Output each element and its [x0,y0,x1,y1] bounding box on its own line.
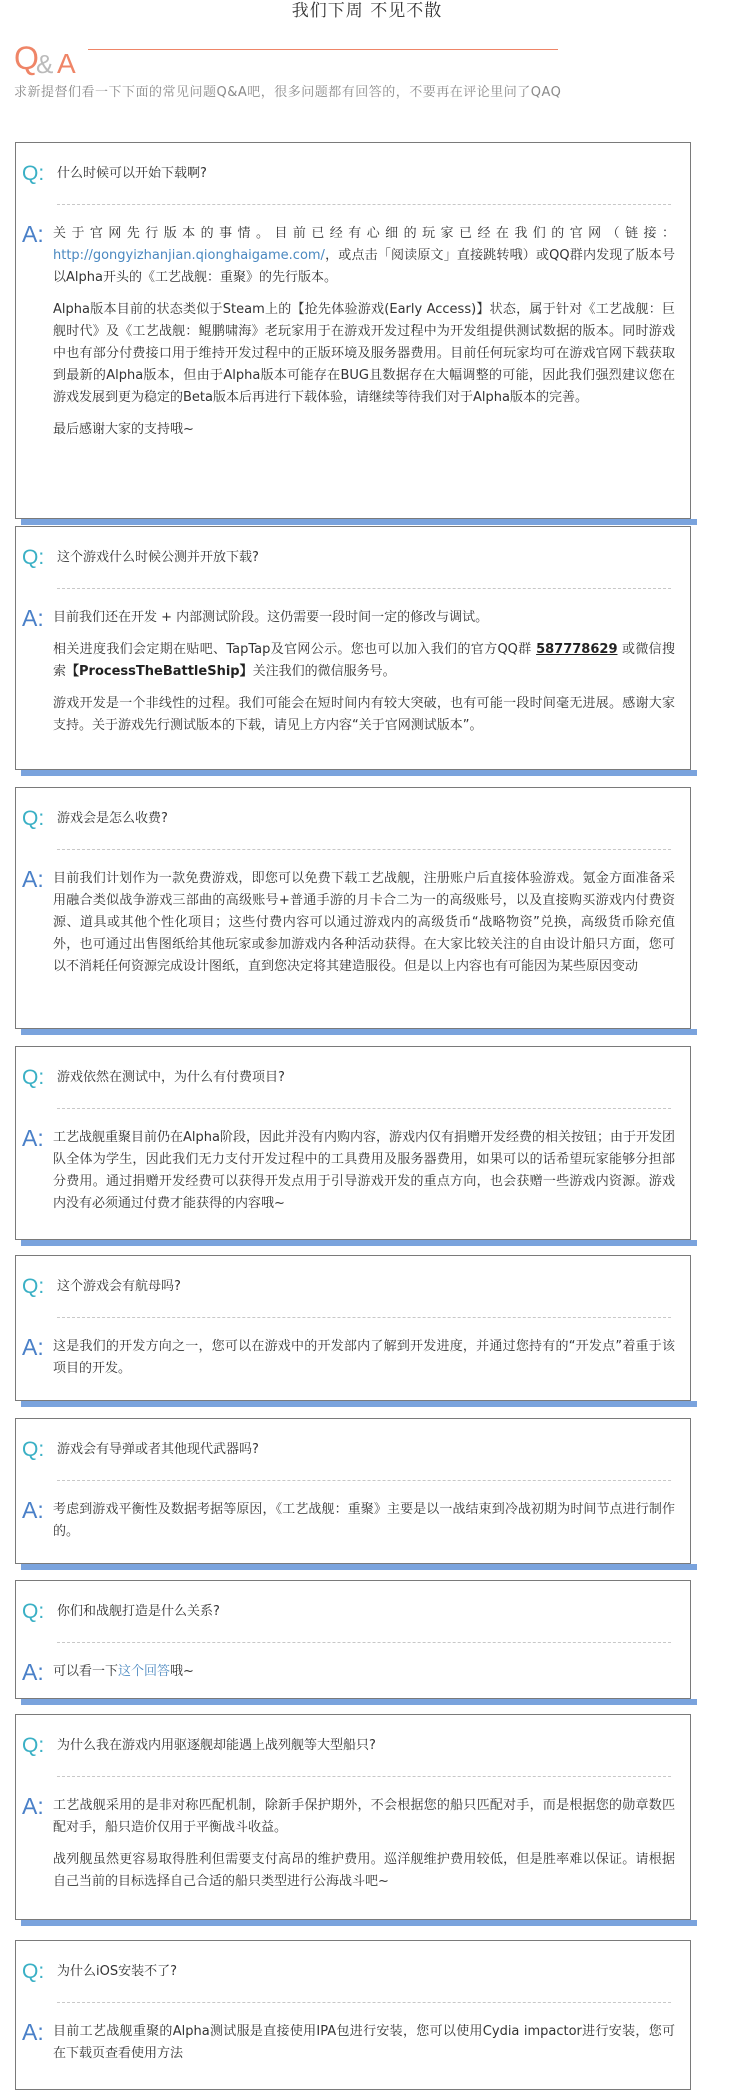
question-row [15,1598,691,1626]
answer-text: 或微信搜索 [53,642,675,679]
faq-card [15,1580,691,1705]
dashed-divider [57,2002,671,2003]
qq-group-number[interactable]: 587778629 [536,642,618,657]
answer-paragraph: 最后感谢大家的支持哦~ [53,422,194,437]
dashed-divider [57,1642,671,1643]
answer-paragraph: 目前我们计划作为一款免费游戏，即您可以免费下载工艺战舰，注册账户后直接体验游戏。氪金方面准备采用融合类似战争游戏三部曲的高级账号+普通手游的月卡合二为一的高级账号，以及直接购买游戏内付费资源、道具或其他个性化项目；这些付费内容可以通过游戏内的高级货币“战略物资”兑换，高级货币除充值外，也可通过出售图纸给其他玩家或参加游戏内各种活动获得。在大家比较关注的自由设计船只方面，您可以不消耗任何资源完成设计图纸，直到您决定将其建造服役。但是以上内容也有可能因为某些原因变动 [53,871,675,974]
qa-heading-rule [88,49,558,50]
dashed-divider [57,1317,671,1318]
question-text: 什么时候可以开始下载啊? [57,166,207,181]
answer-paragraph [53,639,675,683]
faq-card [15,1714,691,1926]
answer-body [53,223,675,451]
answer-marker: A: [22,866,44,892]
answer-text: 关于官网先行版本的事情。目前已经有心细的玩家已经在我们的官网（链接： [53,226,675,241]
answer-text: 可以看一下 [53,1664,119,1679]
answer-paragraph: 这是我们的开发方向之一，您可以在游戏中的开发部内了解到开发进度，并通过您持有的“开发点”着重于该项目的开发。 [53,1339,675,1376]
answer-link[interactable]: 这个回答 [118,1664,171,1679]
question-marker: Q: [22,546,45,569]
answer-marker: A: [22,1793,44,1819]
wechat-account: 【ProcessTheBattleShip】 [66,664,253,679]
qa-heading-amp: & [36,49,54,79]
answer-marker: A: [22,1125,44,1151]
dashed-divider [57,1776,671,1777]
question-text: 为什么iOS安装不了? [57,1964,177,1979]
faq-card [15,787,691,1035]
answer-body [53,1336,675,1390]
question-text: 游戏会是怎么收费? [57,811,168,826]
answer-marker: A: [22,221,44,247]
card-shadow [21,1699,697,1705]
question-text: 这个游戏什么时候公测并开放下载? [57,550,259,565]
question-text: 游戏会有导弹或者其他现代武器吗? [57,1442,259,1457]
question-text: 这个游戏会有航母吗? [57,1279,181,1294]
card-shadow [21,770,697,776]
faq-card [15,1046,691,1246]
answer-body [53,1127,675,1225]
answer-paragraph: 工艺战舰重聚目前仍在Alpha阶段，因此并没有内购内容，游戏内仅有捐赠开发经费的相关按钮；由于开发团队全体为学生，因此我们无力支付开发过程中的工具费用及服务器费用，如果可以的话希望玩家能够分担部分费用。通过捐赠开发经费可以获得开发点用于引导游戏开发的重点方向，也会获赠一些游戏内资源。游戏内没有必须通过付费才能获得的内容哦~ [53,1130,675,1211]
answer-paragraph [53,1661,675,1683]
question-row [15,544,691,572]
qa-heading-a: A [57,48,76,79]
answer-paragraph: 目前工艺战舰重聚的Alpha测试服是直接使用IPA包进行安装，您可以使用Cydia impactor进行安装，您可在下载页查看使用方法 [53,2024,675,2061]
dashed-divider [57,1480,671,1481]
answer-body [53,2021,675,2075]
faq-card [15,526,691,776]
dashed-divider [57,849,671,850]
question-row [15,1436,691,1464]
answer-marker: A: [22,1334,44,1360]
answer-paragraph: 游戏开发是一个非线性的过程。我们可能会在短时间内有较大突破，也有可能一段时间毫无进展。感谢大家支持。关于游戏先行测试版本的下载，请见上方内容“关于官网测试版本”。 [53,696,675,733]
answer-paragraph: 考虑到游戏平衡性及数据考据等原因，《工艺战舰：重聚》主要是以一战结束到冷战初期为时间节点进行制作的。 [53,1502,675,1539]
question-text: 你们和战舰打造是什么关系? [57,1604,220,1619]
dashed-divider [57,588,671,589]
card-shadow [21,519,697,525]
faq-card [15,1255,691,1407]
answer-marker: A: [22,1659,44,1685]
answer-paragraph: 目前我们还在开发 + 内部测试阶段。这仍需要一段时间一定的修改与调试。 [53,610,489,625]
official-site-link[interactable]: http://gongyizhanjian.qionghaigame.com/ [53,248,325,263]
question-text: 游戏依然在测试中，为什么有付费项目? [57,1070,285,1085]
card-shadow [21,1401,697,1407]
qa-subtitle: 求新提督们看一下下面的常见问题Q&A吧，很多问题都有回答的，不要再在评论里问了QAQ [14,85,562,100]
question-row [15,805,691,833]
question-marker: Q: [22,1960,45,1983]
answer-body [53,868,675,988]
question-row [15,1958,691,1986]
answer-marker: A: [22,2019,44,2045]
card-shadow [21,1029,697,1035]
faq-card [15,142,691,525]
question-marker: Q: [22,1438,45,1461]
question-row [15,1732,691,1760]
answer-paragraph [53,223,675,289]
question-row [15,1064,691,1092]
answer-text: 关注我们的微信服务号。 [252,664,396,679]
faq-card [15,1418,691,1570]
question-marker: Q: [22,1066,45,1089]
answer-body [53,1795,675,1903]
question-row [15,1273,691,1301]
answer-body [53,607,675,747]
qa-heading-q: Q [14,40,39,76]
qa-heading [14,40,714,79]
dashed-divider [57,1108,671,1109]
answer-body [53,1661,675,1693]
question-marker: Q: [22,807,45,830]
page-title: 我们下周 不见不散 [291,1,443,21]
faq-card [15,1940,691,2090]
answer-text: ，或点击「阅读原文」直接跳转哦）或QQ群内发现了版本号以Alpha开头的《工艺战舰：重聚》的先行版本。 [53,248,675,285]
answer-marker: A: [22,1497,44,1523]
answer-body [53,1499,675,1553]
question-row [15,160,691,188]
card-shadow [21,1920,697,1926]
question-marker: Q: [22,162,45,185]
card-shadow [21,1564,697,1570]
card-shadow [21,1240,697,1246]
answer-paragraph: 工艺战舰采用的是非对称匹配机制，除新手保护期外，不会根据您的船只匹配对手，而是根据您的勋章数匹配对手，船只造价仅用于平衡战斗收益。 [53,1798,675,1835]
question-marker: Q: [22,1275,45,1298]
question-text: 为什么我在游戏内用驱逐舰却能遇上战列舰等大型船只? [57,1738,376,1753]
answer-paragraph: 战列舰虽然更容易取得胜利但需要支付高昂的维护费用。巡洋舰维护费用较低，但是胜率难以保证。请根据自己当前的目标选择自己合适的船只类型进行公海战斗吧~ [53,1852,675,1889]
answer-text: 相关进度我们会定期在贴吧、TapTap及官网公示。您也可以加入我们的官方QQ群 [53,642,532,657]
question-marker: Q: [22,1734,45,1757]
answer-paragraph: Alpha版本目前的状态类似于Steam上的【抢先体验游戏(Early Access)】状态，属于针对《工艺战舰：巨舰时代》及《工艺战舰：鲲鹏啸海》老玩家用于在游戏开发过程中为开发组提供测试数据的版本。同时游戏中也有部分付费接口用于维持开发过程中的正版环境及服务器费用。目前任何玩家均可在游戏官网下载获取到最新的Alpha版本，但由于Alpha版本可能存在BUG且数据存在大幅调整的可能，因此我们强烈建议您在游戏发展到更为稳定的Beta版本后再进行下载体验，请继续等待我们对于Alpha版本的完善。 [53,302,675,405]
question-marker: Q: [22,1600,45,1623]
answer-marker: A: [22,605,44,631]
answer-text: 哦~ [170,1664,194,1679]
dashed-divider [57,204,671,205]
